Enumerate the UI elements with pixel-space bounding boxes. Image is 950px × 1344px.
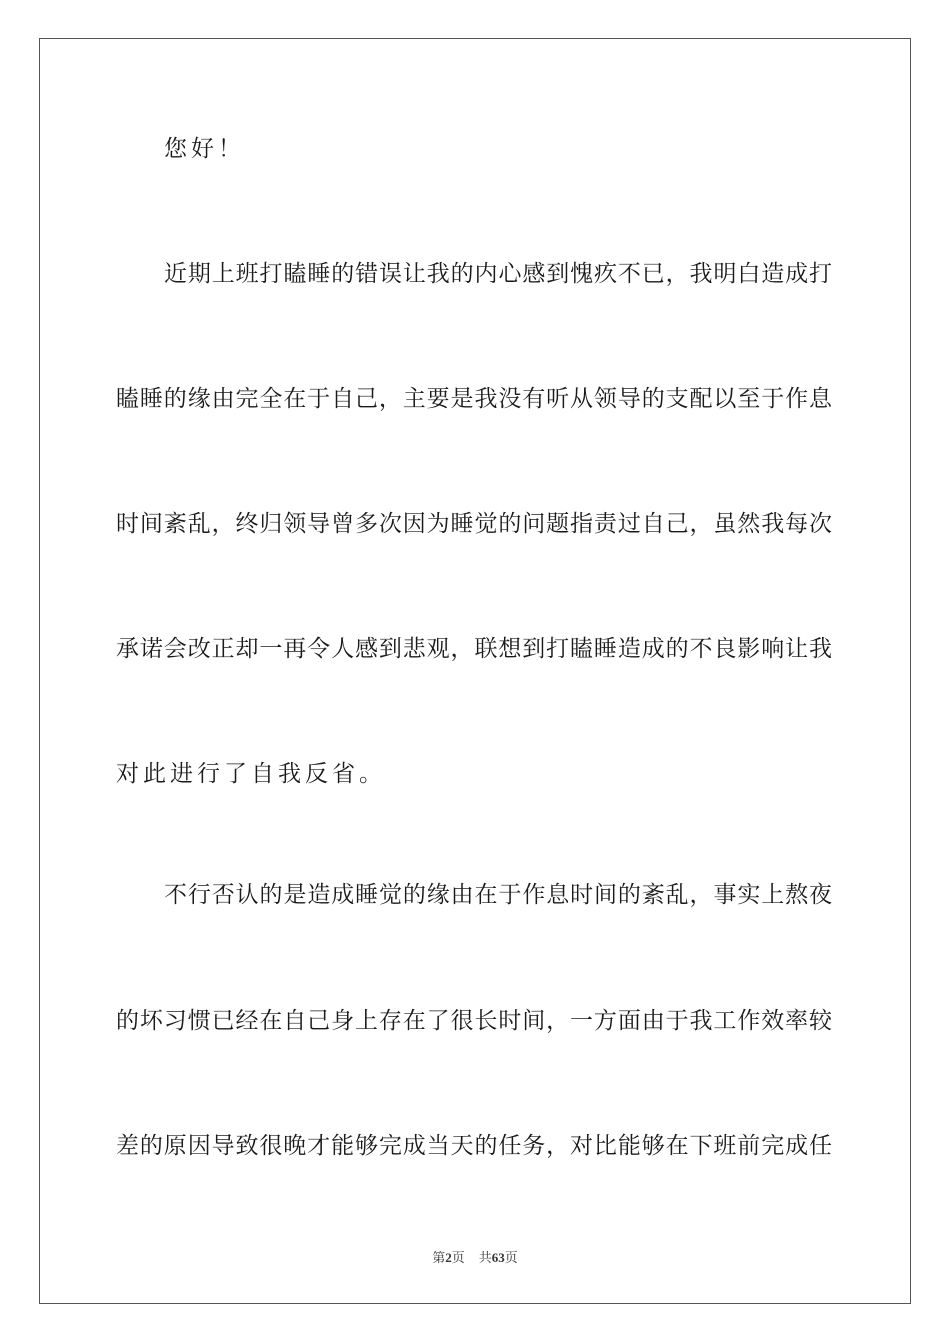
footer-total-prefix: 共 bbox=[478, 1250, 492, 1265]
paragraph-line: 瞌睡的缘由完全在于自己，主要是我没有听从领导的支配以至于作息 bbox=[116, 386, 832, 412]
footer-total-pages: 63 bbox=[491, 1250, 505, 1265]
greeting-line: 您好！ bbox=[164, 136, 245, 162]
paragraph-line: 时间紊乱，终归领导曾多次因为睡觉的问题指责过自己，虽然我每次 bbox=[116, 511, 832, 537]
page-border bbox=[39, 38, 911, 1304]
page-footer bbox=[0, 1247, 950, 1266]
paragraph-line: 的坏习惯已经在自己身上存在了很长时间，一方面由于我工作效率较 bbox=[116, 1008, 832, 1034]
paragraph-line: 近期上班打瞌睡的错误让我的内心感到愧疚不已，我明白造成打 bbox=[164, 261, 832, 287]
footer-page-suffix: 页 bbox=[451, 1250, 465, 1265]
footer-page-number: 2 bbox=[445, 1250, 452, 1265]
paragraph-line: 对此进行了自我反省。 bbox=[116, 761, 386, 787]
footer-total-suffix: 页 bbox=[504, 1250, 518, 1265]
paragraph-line: 不行否认的是造成睡觉的缘由在于作息时间的紊乱，事实上熬夜 bbox=[164, 882, 832, 908]
paragraph-line: 承诺会改正却一再令人感到悲观，联想到打瞌睡造成的不良影响让我 bbox=[116, 636, 832, 662]
footer-page-prefix: 第 bbox=[432, 1250, 446, 1265]
paragraph-line: 差的原因导致很晚才能够完成当天的任务，对比能够在下班前完成任 bbox=[116, 1133, 832, 1159]
